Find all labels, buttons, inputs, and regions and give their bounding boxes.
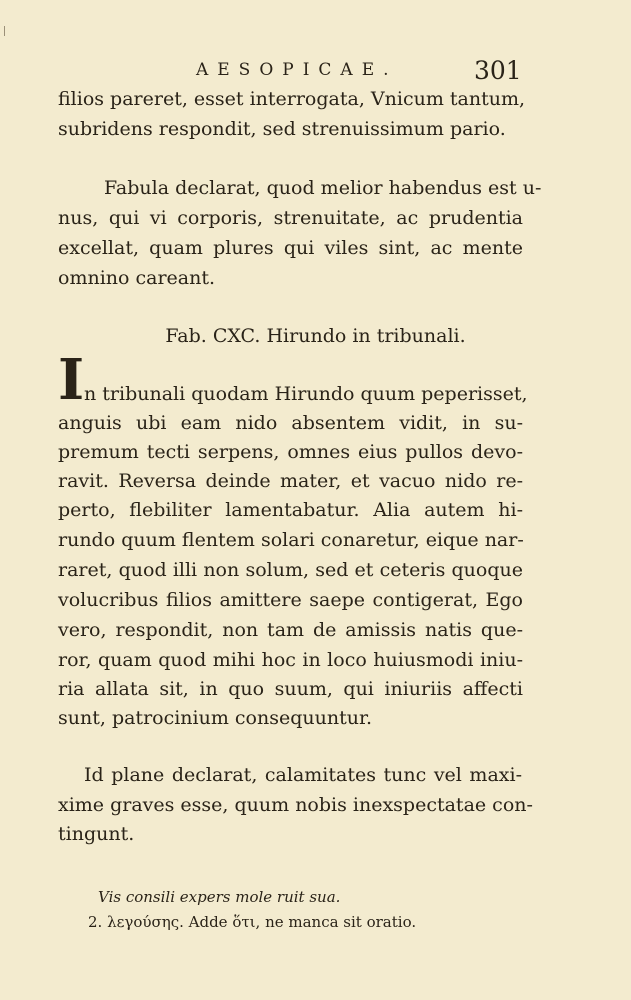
paragraph3-line: ravit. Reversa deinde mater, et vacuo nido re-	[58, 470, 523, 492]
paragraph4-line: Id plane declarat, calamitates tunc vel maxi-	[84, 764, 522, 786]
running-head-title: AESOPICAE.	[196, 60, 398, 80]
paragraph2-line: omnino careant.	[58, 267, 216, 289]
fable-heading: Fab. CXC. Hirundo in tribunali.	[165, 325, 466, 347]
running-head	[0, 56, 631, 88]
footnote-motto: Vis consili expers mole ruit sua.	[98, 888, 341, 906]
paragraph2-line: Fabula declarat, quod melior habendus est u-	[104, 177, 542, 199]
drop-cap: I	[58, 347, 85, 413]
paragraph1-line: subridens respondit, sed strenuissimum pario.	[58, 118, 506, 140]
paragraph3-line: ria allata sit, in quo suum, qui iniuriis affecti	[58, 678, 523, 700]
paragraph3-line: ror, quam quod mihi hoc in loco huiusmodi iniu-	[58, 649, 523, 671]
paragraph3-line: vero, respondit, non tam de amissis natis que-	[58, 619, 523, 641]
paragraph1-line: filios pareret, esset interrogata, Vnicum tantum,	[58, 88, 526, 110]
paragraph3-line: volucribus filios amittere saepe contigerat, Ego	[58, 589, 523, 611]
paragraph3-line: raret, quod illi non solum, sed et ceteris quoque	[58, 559, 523, 581]
page-number: 301	[474, 56, 522, 85]
paragraph3-line: rundo quum flentem solari conaretur, eique nar-	[58, 529, 524, 551]
paragraph2-line: excellat, quam plures qui viles sint, ac mente	[58, 237, 523, 259]
paragraph3-line: premum tecti serpens, omnes eius pullos devo-	[58, 441, 523, 463]
footnote-note: 2. λεγούσης. Adde ὅτι, ne manca sit oratio.	[88, 913, 417, 931]
paragraph4-line: tingunt.	[58, 823, 135, 845]
paragraph2-line: nus, qui vi corporis, strenuitate, ac prudentia	[58, 207, 523, 229]
paragraph3-line: n tribunali quodam Hirundo quum peperisset,	[84, 383, 528, 405]
paragraph3-line: perto, flebiliter lamentabatur. Alia autem hi-	[58, 499, 523, 521]
paragraph3-line: anguis ubi eam nido absentem vidit, in su-	[58, 412, 523, 434]
paragraph3-line: sunt, patrocinium consequuntur.	[58, 707, 373, 729]
page-edge-mark	[4, 26, 5, 36]
paragraph4-line: xime graves esse, quum nobis inexspectatae con-	[58, 794, 533, 816]
